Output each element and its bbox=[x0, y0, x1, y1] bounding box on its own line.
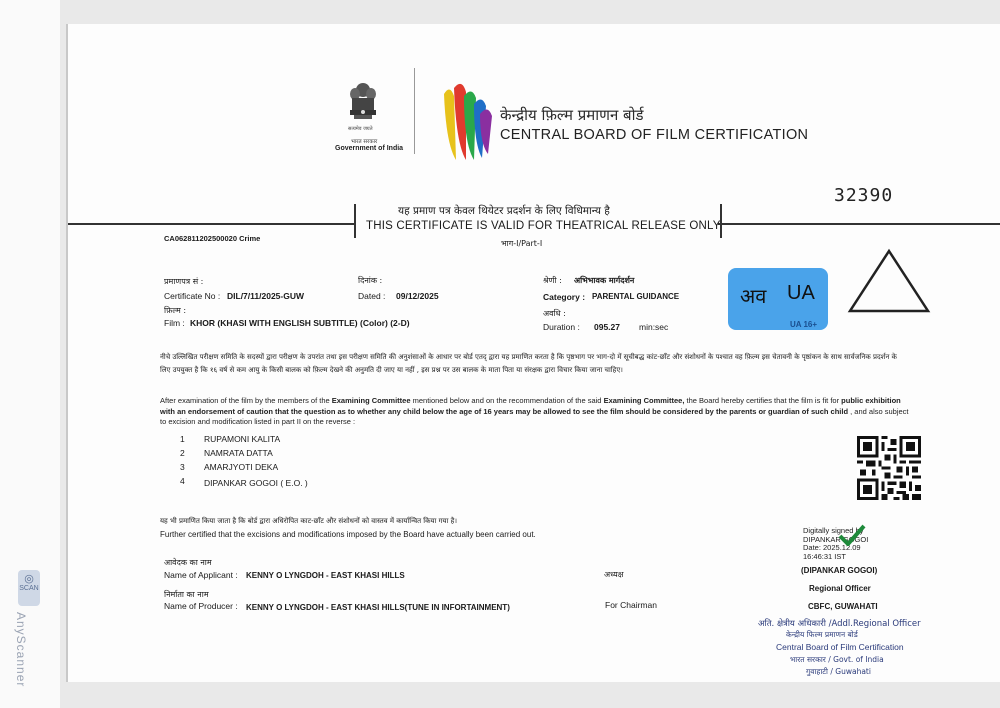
para-part-2: Examining Committee bbox=[331, 396, 411, 405]
para-part-4: Examining Committee, bbox=[603, 396, 685, 405]
validity-english: THIS CERTIFICATE IS VALID FOR THEATRICAL RELEASE ONLY bbox=[366, 220, 721, 232]
signatory-name: (DIPANKAR GOGOI) bbox=[801, 566, 878, 575]
signatory-title: Regional Officer bbox=[809, 584, 871, 593]
committee-name: DIPANKAR GOGOI ( E.O. ) bbox=[204, 478, 308, 488]
emblem-hindi: भारत सरकार bbox=[351, 139, 378, 145]
category-value-hindi: अभिभावक मार्गदर्शन bbox=[574, 276, 635, 285]
validity-hindi: यह प्रमाण पत्र केवल थियेटर प्रदर्शन के लिए विधिमान्य है bbox=[398, 205, 610, 217]
header-divider bbox=[414, 68, 415, 154]
further-hindi: यह भी प्रमाणित किया जाता है कि बोर्ड द्वारा अधिरोपित काट-छाँट और संशोधनों को वास्तव में कार्यान्वित किया गया है। bbox=[160, 517, 458, 525]
date-label-hindi: दिनांक : bbox=[358, 276, 383, 285]
signature-line: 16:46:31 IST bbox=[803, 551, 846, 561]
chair-hindi: अध्यक्ष bbox=[604, 570, 624, 579]
committee-num: 3 bbox=[180, 462, 185, 472]
rating-sub: UA 16+ bbox=[790, 320, 818, 329]
producer-name: KENNY O LYNGDOH - EAST KHASI HILLS(TUNE IN INFORTAINMENT) bbox=[246, 603, 510, 612]
film-label-hindi: फ़िल्म : bbox=[164, 306, 187, 315]
signature-line: Date: 2025.12.09 bbox=[803, 543, 861, 552]
qr-code-icon bbox=[857, 436, 921, 500]
category-label-hindi: श्रेणी : bbox=[543, 276, 562, 285]
paragraph-hindi: नीचे उल्लिखित परीक्षण समिति के सदस्यों द्वारा परीक्षण के उपरांत तथा इस परीक्षण समिति की अनुशंसाओं के आधार पर बोर्ड एतद् द्वारा यह प्रमाणित करता है कि पृष्ठभाग पर भाग-दो में सूचीबद्ध कांट-छाँट और संशोधनों के पश्चात वह फ़िल्म इस चेतावनी के पृष्ठांकन के साथ सार्वजनिक प्रदर्शन के लिए उपयुक्त है कि १६ वर्ष से कम आयु के किसी बालक को फ़िल्म देखने की अनुमति दी जाए या नहीं , इस प्रश्न पर उस बालक के माता पिता या संरक्षक द्वारा विचार किया जाना चाहिए। bbox=[160, 353, 897, 374]
scanner-badge-label: SCAN bbox=[19, 585, 39, 592]
producer-label: Name of Producer : bbox=[164, 601, 238, 611]
further-english: Further certified that the excisions and modifications imposed by the Board have actually been carried out. bbox=[160, 530, 536, 539]
certificate-date: 09/12/2025 bbox=[396, 291, 439, 301]
para-part-1: After examination of the film by the members of the bbox=[160, 396, 332, 405]
scanner-name: AnyScanner bbox=[14, 612, 28, 688]
scanner-badge-icon: ◎ bbox=[24, 573, 34, 585]
rule-right bbox=[718, 223, 1000, 225]
certificate-label: Certificate No : bbox=[164, 291, 221, 301]
date-label: Dated : bbox=[358, 291, 386, 301]
stamp-line-4: भारत सरकार / Govt. of India bbox=[790, 655, 884, 664]
para-part-6: public exhibition with an endorsement of caution that the question as to whether any child below the age of 16 years may be allowed to see the film should be considered by the parents or guardian of such child bbox=[160, 396, 901, 416]
cbfc-logo-icon bbox=[440, 74, 496, 164]
committee-num: 4 bbox=[180, 476, 185, 486]
para-part-5: the Board hereby certifies that the film is fit for bbox=[684, 396, 842, 405]
signature-line: Digitally signed by bbox=[803, 526, 864, 535]
chair-english: For Chairman bbox=[605, 600, 657, 610]
scanner-margin bbox=[0, 0, 60, 708]
duration-unit: min:sec bbox=[639, 322, 669, 332]
rating-hindi: अव bbox=[740, 284, 767, 308]
applicant-name: KENNY O LYNGDOH - EAST KHASI HILLS bbox=[246, 571, 405, 580]
category-label: Category : bbox=[543, 292, 586, 302]
committee-num: 1 bbox=[180, 434, 185, 444]
warning-triangle-icon bbox=[846, 247, 932, 315]
para-part-3: mentioned below and on the recommendation of the said bbox=[410, 396, 604, 405]
producer-label-hindi: निर्माता का नाम bbox=[164, 590, 209, 599]
signatory-office: CBFC, GUWAHATI bbox=[808, 602, 878, 611]
committee-name: AMARJYOTI DEKA bbox=[204, 462, 279, 472]
duration-label: Duration : bbox=[543, 322, 580, 332]
duration-value: 095.27 bbox=[594, 322, 620, 332]
applicant-label-hindi: आवेदक का नाम bbox=[164, 558, 212, 567]
scanner-badge bbox=[18, 570, 40, 606]
paragraph-english bbox=[160, 396, 910, 428]
certificate-page bbox=[68, 24, 1000, 682]
validity-part: भाग-I/Part-I bbox=[501, 239, 543, 248]
stamp-line-5: गुवाहाटी / Guwahati bbox=[806, 667, 871, 676]
stamp-line-2: केन्द्रीय फिल्म प्रमाणन बोर्ड bbox=[786, 630, 858, 639]
board-name-english: CENTRAL BOARD OF FILM CERTIFICATION bbox=[500, 127, 809, 143]
certificate-number: DIL/7/11/2025-GUW bbox=[227, 291, 305, 301]
certificate-label-hindi: प्रमाणपत्र सं : bbox=[164, 277, 204, 286]
emblem-motto: सत्यमेव जयते bbox=[348, 126, 373, 132]
applicant-label: Name of Applicant : bbox=[164, 570, 238, 580]
verified-check-icon bbox=[838, 524, 866, 546]
category-value: PARENTAL GUIDANCE bbox=[592, 292, 680, 301]
signature-line: DIPANKAR GOGOI bbox=[803, 534, 869, 544]
stamp-line-3: Central Board of Film Certification bbox=[776, 642, 904, 652]
committee-name: NAMRATA DATTA bbox=[204, 448, 273, 458]
board-name-hindi: केन्द्रीय फ़िल्म प्रमाणन बोर्ड bbox=[500, 106, 644, 124]
emblem-english: Government of India bbox=[335, 145, 404, 152]
rule-left bbox=[68, 223, 354, 225]
stamp-line-1: अति. क्षेत्रीय अधिकारी /Addl.Regional Officer bbox=[758, 619, 921, 629]
committee-name: RUPAMONI KALITA bbox=[204, 434, 281, 444]
serial-number: 32390 bbox=[834, 185, 894, 206]
film-title: KHOR (KHASI WITH ENGLISH SUBTITLE) (Color) (2-D) bbox=[190, 318, 410, 328]
rating-english: UA bbox=[787, 282, 815, 304]
reference-code: CA062811202500020 Crime bbox=[164, 234, 261, 243]
film-label: Film : bbox=[164, 318, 185, 328]
para-part-7: , and also subject to excision and modification listed in part II on the reverse : bbox=[160, 406, 909, 426]
duration-label-hindi: अवधि : bbox=[543, 309, 566, 318]
committee-num: 2 bbox=[180, 448, 185, 458]
